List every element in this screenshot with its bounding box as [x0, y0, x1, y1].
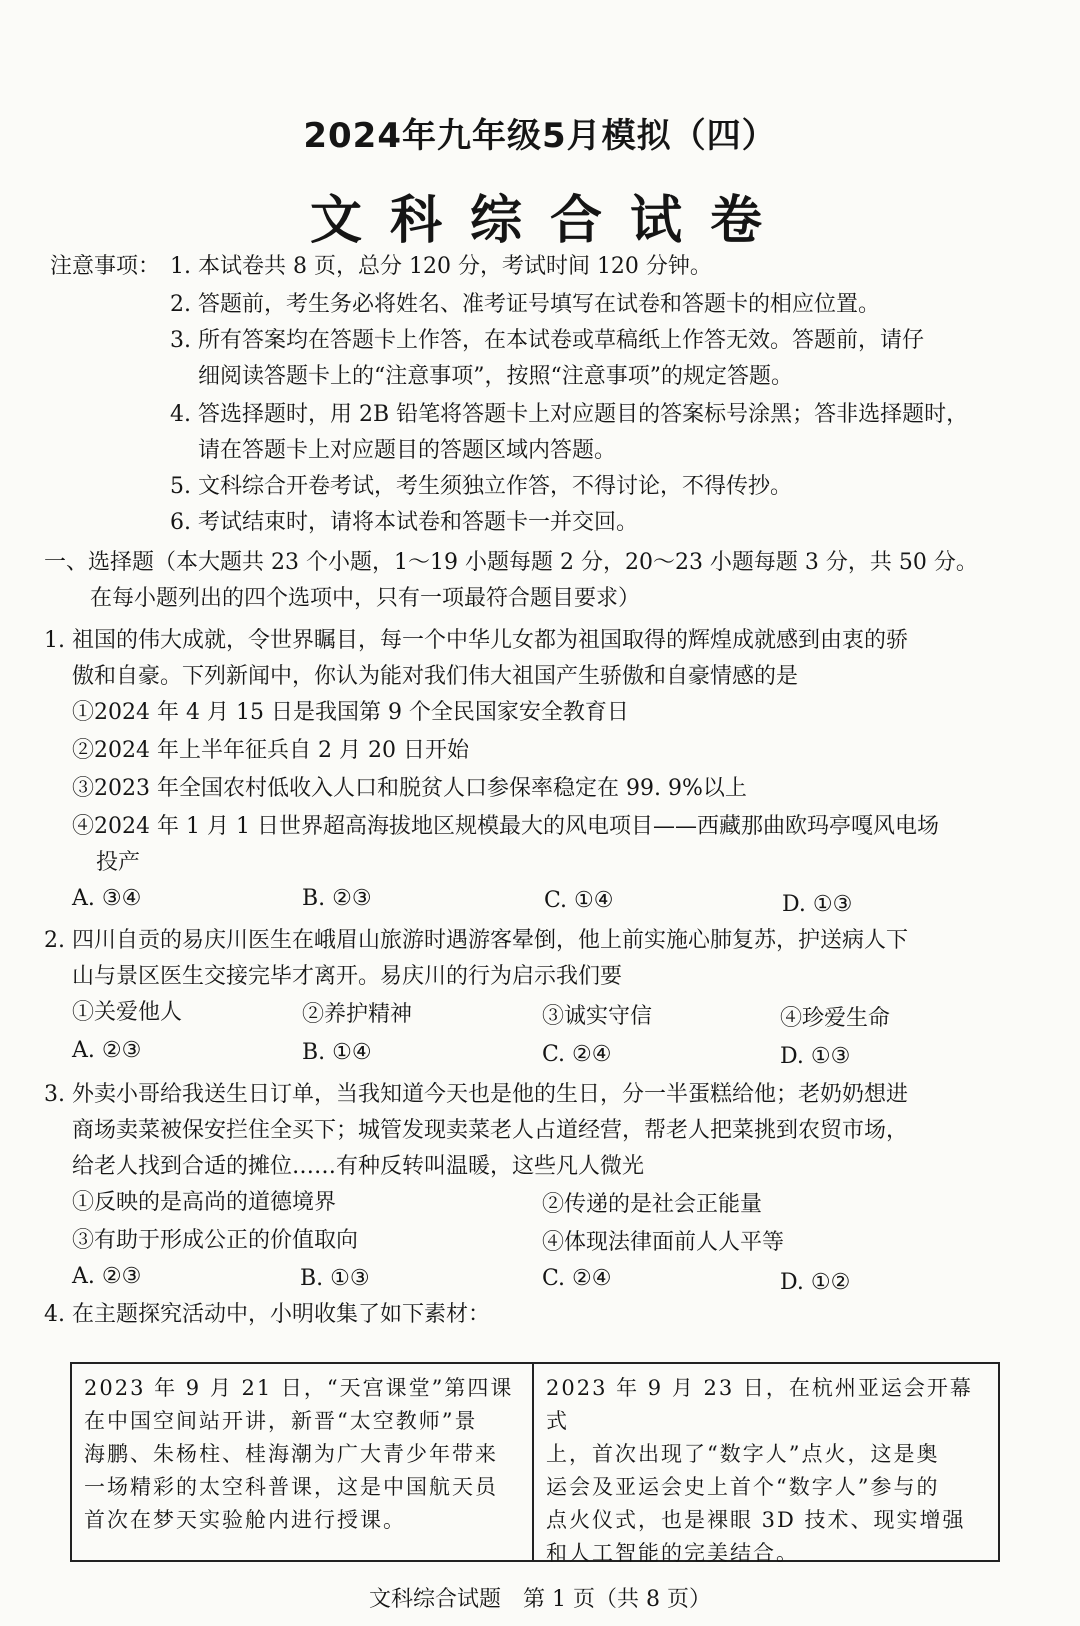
question-2-statement: ①关爱他人	[72, 1000, 183, 1025]
material-right-line: 和人工智能的完美结合。	[546, 1541, 799, 1565]
note-item: 细阅读答题卡上的“注意事项”，按照“注意事项”的规定答题。	[198, 364, 793, 389]
question-3-option-d[interactable]: D. ①②	[780, 1270, 851, 1295]
question-1-option-a[interactable]: A. ③④	[72, 886, 142, 911]
note-item: 1. 本试卷共 8 页，总分 120 分，考试时间 120 分钟。	[170, 254, 712, 279]
question-3-option-a[interactable]: A. ②③	[72, 1264, 142, 1289]
question-1-stem: 1. 祖国的伟大成就，令世界瞩目，每一个中华儿女都为祖国取得的辉煌成就感到由衷的骄	[44, 628, 908, 653]
section-heading: 一、选择题（本大题共 23 个小题，1～19 小题每题 2 分，20～23 小题每题 3 分，共 50 分。	[44, 550, 978, 575]
question-1-statement: ③2023 年全国农村低收入人口和脱贫人口参保率稳定在 99. 9%以上	[72, 776, 747, 801]
question-3-stem: 商场卖菜被保安拦住全买下；城管发现卖菜老人占道经营，帮老人把菜挑到农贸市场，	[72, 1118, 909, 1143]
question-2-option-b[interactable]: B. ①④	[302, 1040, 372, 1065]
material-right-line: 运会及亚运会史上首个“数字人”参与的	[546, 1475, 940, 1499]
question-2-stem: 山与景区医生交接完毕才离开。易庆川的行为启示我们要	[72, 964, 623, 989]
question-1-option-b[interactable]: B. ②③	[302, 886, 372, 911]
material-left-line: 首次在梦天实验舱内进行授课。	[84, 1508, 406, 1532]
note-item: 3. 所有答案均在答题卡上作答，在本试卷或草稿纸上作答无效。答题前，请仔	[170, 328, 924, 353]
material-left-line: 2023 年 9 月 21 日，“天宫课堂”第四课	[84, 1376, 514, 1400]
material-right-line: 点火仪式，也是裸眼 3D 技术、现实增强	[546, 1508, 966, 1532]
question-1-stem: 傲和自豪。下列新闻中，你认为能对我们伟大祖国产生骄傲和自豪情感的是	[72, 664, 799, 689]
question-2-option-c[interactable]: C. ②④	[542, 1042, 612, 1067]
page-footer: 文科综合试题 第 1 页（共 8 页）	[369, 1587, 711, 1612]
question-1-statement: ②2024 年上半年征兵自 2 月 20 日开始	[72, 738, 469, 763]
section-instructions: 在每小题列出的四个选项中，只有一项最符合题目要求）	[90, 586, 641, 611]
question-3-option-b[interactable]: B. ①③	[300, 1266, 370, 1291]
question-3-statement: ②传递的是社会正能量	[542, 1192, 763, 1217]
question-1-statement: 投产	[96, 850, 141, 875]
material-left-line: 在中国空间站开讲，新晋“太空教师”景	[84, 1409, 478, 1433]
question-2-statement: ④珍爱生命	[780, 1006, 891, 1031]
note-item: 2. 答题前，考生务必将姓名、准考证号填写在试卷和答题卡的相应位置。	[170, 292, 880, 317]
question-3-stem: 给老人找到合适的摊位……有种反转叫温暖，这些凡人微光	[72, 1154, 645, 1179]
material-left-line: 海鹏、朱杨柱、桂海潮为广大青少年带来	[84, 1442, 498, 1466]
note-item: 4. 答选择题时，用 2B 铅笔将答题卡上对应题目的答案标号涂黑；答非选择题时，	[170, 402, 969, 427]
question-2-option-a[interactable]: A. ②③	[72, 1038, 142, 1063]
material-left-line: 一场精彩的太空科普课，这是中国航天员	[84, 1475, 498, 1499]
exam-title: 2024年九年级5月模拟（四）	[303, 116, 777, 156]
question-3-statement: ①反映的是高尚的道德境界	[72, 1190, 337, 1215]
question-2-statement: ③诚实守信	[542, 1004, 653, 1029]
question-1-statement: ④2024 年 1 月 1 日世界超高海拔地区规模最大的风电项目——西藏那曲欧玛亭嘎风电场	[72, 814, 939, 839]
material-right-line: 2023 年 9 月 23 日，在杭州亚运会开幕式	[546, 1376, 973, 1433]
material-right	[534, 1364, 998, 1565]
question-3-statement: ④体现法律面前人人平等	[542, 1230, 785, 1255]
question-2-statement: ②养护精神	[302, 1002, 413, 1027]
notes-label: 注意事项：	[50, 254, 161, 279]
note-item: 6. 考试结束时，请将本试卷和答题卡一并交回。	[170, 510, 638, 535]
question-3-statement: ③有助于形成公正的价值取向	[72, 1228, 359, 1253]
question-3-stem: 3. 外卖小哥给我送生日订单，当我知道今天也是他的生日，分一半蛋糕给他；老奶奶想进	[44, 1082, 908, 1107]
note-item: 请在答题卡上对应题目的答题区域内答题。	[198, 438, 617, 463]
note-item: 5. 文科综合开卷考试，考生须独立作答，不得讨论，不得传抄。	[170, 474, 792, 499]
question-2-option-d[interactable]: D. ①③	[780, 1044, 851, 1069]
question-4-stem: 4. 在主题探究活动中，小明收集了如下素材：	[44, 1302, 490, 1327]
material-left	[72, 1364, 534, 1560]
question-1-option-c[interactable]: C. ①④	[544, 888, 614, 913]
question-3-option-c[interactable]: C. ②④	[542, 1266, 612, 1291]
question-2-stem: 2. 四川自贡的易庆川医生在峨眉山旅游时遇游客晕倒，他上前实施心肺复苏，护送病人下	[44, 928, 908, 953]
material-right-line: 上，首次出现了“数字人”点火，这是奥	[546, 1442, 940, 1466]
exam-subtitle: 文科综合试卷	[309, 191, 790, 251]
material-table	[70, 1362, 1000, 1565]
question-1-option-d[interactable]: D. ①③	[782, 892, 853, 917]
question-1-statement: ①2024 年 4 月 15 日是我国第 9 个全民国家安全教育日	[72, 700, 629, 725]
